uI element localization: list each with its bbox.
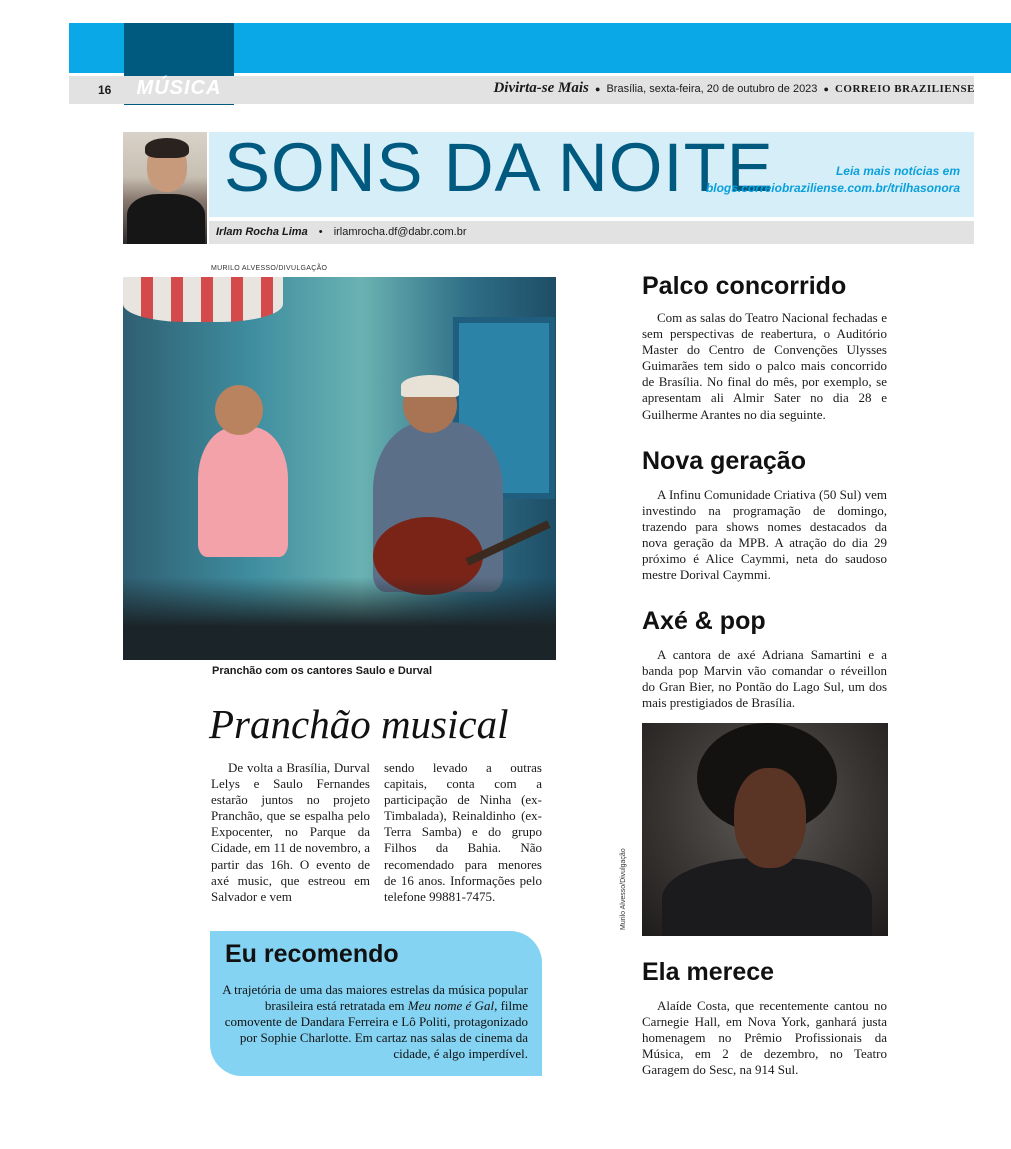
recommend-text: A trajetória de uma das maiores estrelas da música popular brasileira está retratada em Meu nome é Gal, filme comovente de Dandara Ferreira e Lô Politi, protagonizado por Sophie Charlotte. Em cartaz nas salas de cinema da cidade, é algo imperdível. xyxy=(222,982,528,1062)
note-title: Axé & pop xyxy=(642,607,766,635)
note-body: Alaíde Costa, que recentemente cantou no Carnegie Hall, em Nova York, ganhará justa homenagem no Prêmio Profissionais da Música, em 2 de dezembro, no Teatro Garagem do Sesc, na 914 Sul. xyxy=(642,998,887,1078)
note-body: Com as salas do Teatro Nacional fechadas e sem perspectivas de reabertura, o Auditório Master do Centro de Convenções Ulysses Guimarães tem sido o palco mais concorrido de Brasília. No final do mês, por exemplo, se apresentam ali Almir Sater no dia 28 e Guilherme Arantes no dia seguinte. xyxy=(642,310,887,422)
bullet-icon: ● xyxy=(823,84,829,94)
note-title: Ela merece xyxy=(642,958,775,986)
story-column-1: De volta a Brasília, Durval Lelys e Saulo Fernandes estarão juntos no projeto Pranchão, que se espalha pelo Expocenter, no Parque da Cidade, em 11 de novembro, a partir das 16h. O evento de axé music, que estreou em Salvador e vem xyxy=(211,760,370,904)
singer-portrait xyxy=(642,723,888,936)
story-column-2: sendo levado a outras capitais, conta com a participação de Ninha (ex-Timbalada), Reinaldinho (ex-Terra Samba) e do grupo Filhos da Bahia. Não recomendado para menores de 16 anos. Informações pelo telefone 99881-7475. xyxy=(384,760,542,904)
note-title: Nova geração xyxy=(642,447,806,475)
photo-credit: MURILO ALVESSO/DIVULGAÇÃO xyxy=(211,265,328,272)
concert-photo xyxy=(123,277,556,660)
bullet-icon: • xyxy=(318,226,323,238)
author-email[interactable]: irlamrocha.df@dabr.com.br xyxy=(333,226,467,238)
column-title: SONS DA NOITE xyxy=(224,129,774,206)
photo-caption: Pranchão com os cantores Saulo e Durval xyxy=(212,665,433,677)
newspaper-name: CORREIO BRAZILIENSE xyxy=(834,83,975,95)
supplement-name: Divirta-se Mais xyxy=(493,80,589,96)
author-line xyxy=(216,226,467,238)
masthead-meta xyxy=(470,80,975,97)
columnist-photo xyxy=(123,132,207,244)
note-title: Palco concorrido xyxy=(642,272,847,300)
more-news-link[interactable] xyxy=(660,163,960,197)
page-number: 16 xyxy=(98,83,112,97)
story-headline: Pranchão musical xyxy=(209,701,509,747)
note-body: A cantora de axé Adriana Samartini e a banda pop Marvin vão comandar o réveillon do Gran Bier, no Pontão do Lago Sul, um dos mais prestigiados de Brasília. xyxy=(642,647,887,711)
recommend-title: Eu recomendo xyxy=(225,940,399,968)
note-body: A Infinu Comunidade Criativa (50 Sul) vem investindo na programação de domingo, trazendo para shows nomes destacados da nova geração da MPB. A atração do dia 29 próximo é Alice Caymmi, neta do saudoso mestre Dorival Caymmi. xyxy=(642,487,887,583)
dateline: Brasília, sexta-feira, 20 de outubro de 2023 xyxy=(606,83,818,95)
author-name: Irlam Rocha Lima xyxy=(216,226,308,238)
more-news-label: Leia mais notícias em xyxy=(835,164,960,178)
more-news-url[interactable]: blogs.correiobraziliense.com.br/trilhasonora xyxy=(705,181,960,195)
photo-credit: Murilo Alvesso/Divulgação xyxy=(620,848,627,930)
bullet-icon: ● xyxy=(594,84,601,94)
section-label: MÚSICA xyxy=(136,77,222,99)
film-title: Meu nome é Gal xyxy=(407,998,495,1014)
